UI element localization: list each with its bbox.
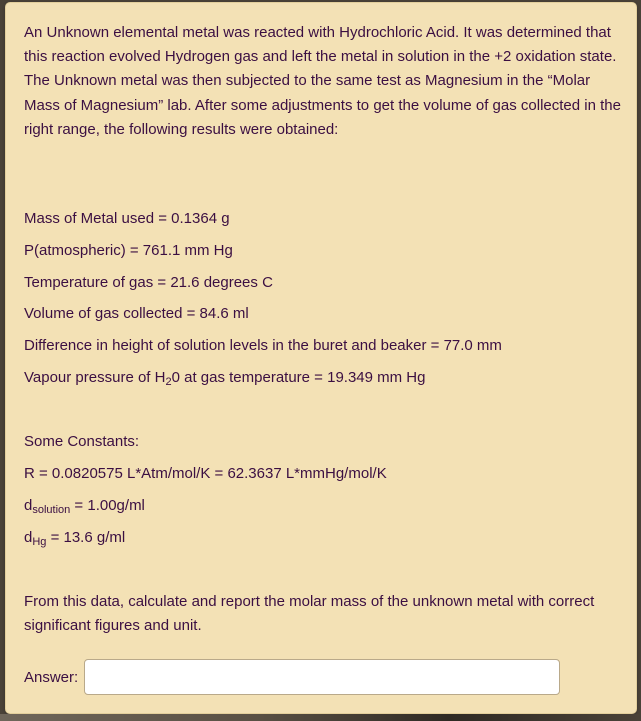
density-solution-symbol: d	[24, 497, 33, 514]
intro-paragraph: An Unknown elemental metal was reacted with Hydrochloric Acid. It was determined that this reaction evolved Hydrogen gas and left the metal in solution in the +2 oxidation state. The Unknown metal was then subjected to the same test as Magnesium in the “Molar Mass of Magnesium” lab. After some adjustments to get the volume of gas collected in the right range, the following results were obtained:	[24, 24, 621, 138]
answer-row	[24, 659, 560, 695]
gas-temperature: Temperature of gas = 21.6 degrees C	[24, 274, 273, 291]
background-strip	[0, 714, 641, 721]
density-solution-value: = 1.00g/ml	[70, 497, 145, 514]
density-mercury-subscript: Hg	[32, 536, 47, 548]
vapour-pressure-suffix: 0 at gas temperature = 19.349 mm Hg	[171, 369, 426, 386]
atmospheric-pressure: P(atmospheric) = 761.1 mm Hg	[24, 242, 233, 259]
mass-of-metal: Mass of Metal used = 0.1364 g	[24, 210, 230, 227]
density-mercury-symbol: d	[24, 529, 33, 546]
gas-constant-r: R = 0.0820575 L*Atm/mol/K = 62.3637 L*mmHg/mol/K	[24, 465, 387, 482]
vapour-pressure-subscript: 2	[165, 376, 172, 388]
question-card	[5, 2, 637, 714]
question-prompt: From this data, calculate and report the molar mass of the unknown metal with correct significant figures and unit.	[24, 593, 595, 635]
density-mercury	[24, 528, 125, 548]
gas-volume: Volume of gas collected = 84.6 ml	[24, 305, 249, 322]
answer-input[interactable]	[84, 659, 560, 695]
density-solution	[24, 496, 145, 516]
density-mercury-value: = 13.6 g/ml	[46, 529, 126, 546]
constants-heading: Some Constants:	[24, 433, 140, 450]
density-solution-subscript: solution	[32, 504, 71, 516]
height-difference: Difference in height of solution levels in the buret and beaker = 77.0 mm	[24, 337, 502, 354]
vapour-pressure-prefix: Vapour pressure of H	[24, 369, 166, 386]
vapour-pressure	[24, 368, 425, 388]
answer-label: Answer:	[24, 668, 79, 686]
